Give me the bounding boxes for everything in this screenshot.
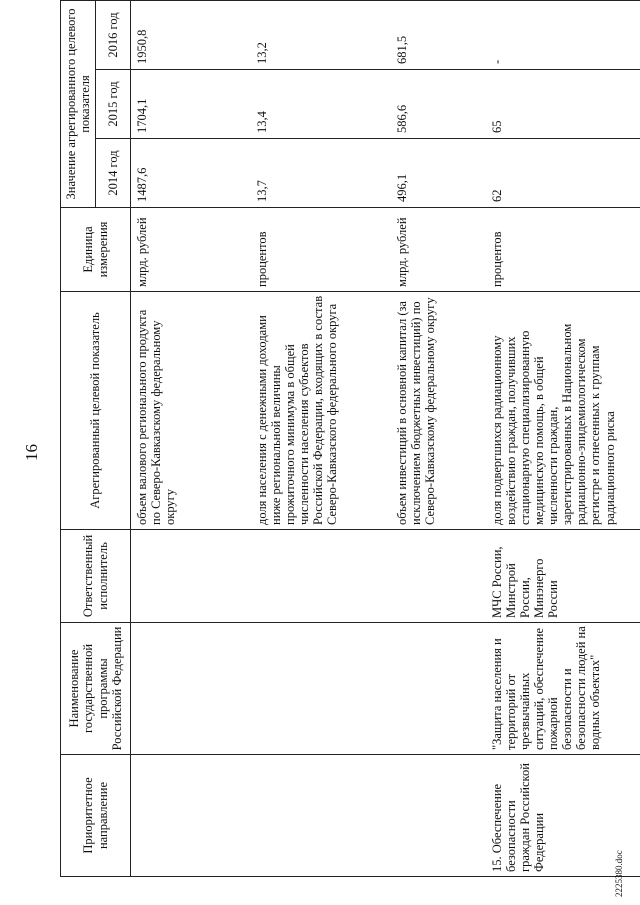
cell-indicator: объем валового регионального продукта по Северо-Кавказскому федеральному округу [131,292,251,530]
cell-program [251,623,391,755]
page-number: 16 [22,444,41,461]
cell-priority [251,755,391,877]
cell-value-2016: 681,5 [391,0,486,69]
table-row [486,0,640,876]
table-row [391,0,486,876]
indicators-table [60,0,640,877]
header-row [61,0,96,876]
header-priority: Приоритетное направление [61,755,131,877]
cell-executor: МЧС России, Минстрой России, Минэнерго России [486,530,640,623]
table-row [131,0,251,876]
cell-unit: процентов [251,208,391,292]
header-year-2015: 2015 год [96,70,131,139]
cell-executor [251,530,391,623]
cell-value-2015: 13,4 [251,70,391,139]
cell-value-2015: 586,6 [391,70,486,139]
cell-executor [391,530,486,623]
cell-value-2016: 1950,8 [131,0,251,69]
cell-unit: процентов [486,208,640,292]
cell-value-2014: 1487,6 [131,139,251,208]
cell-priority [131,755,251,877]
cell-value-2015: 65 [486,70,640,139]
cell-program: "Защита населения и территорий от чрезвычайных ситуаций, обеспечение пожарной безопасности и безопасности людей на водных объектах" [486,623,640,755]
header-program: Наименование государственной программы Российской Федерации [61,623,131,755]
cell-value-2016: 13,2 [251,0,391,69]
header-indicator: Агрегированный целевой показатель [61,292,131,530]
cell-program [131,623,251,755]
cell-value-2014: 496,1 [391,139,486,208]
cell-indicator: объем инвестиций в основной капитал (за исключением бюджетных инвестиций) по Северо-Кавказскому федеральному округу [391,292,486,530]
cell-unit: млрд. рублей [131,208,251,292]
document-id: 2225380.doc [614,850,624,897]
header-executor: Ответственный исполнитель [61,530,131,623]
header-value: Значение агрегированного целевого показателя [61,0,96,207]
cell-priority [391,755,486,877]
table-row [251,0,391,876]
header-unit: Единица измерения [61,208,131,292]
cell-value-2015: 1704,1 [131,70,251,139]
cell-indicator: доля подвергшихся радиационному воздействию граждан, получивших стационарную специализированную медицинскую помощь, в общей численности граждан, зарегистрированных в Национальном радиационно-эпидемиологическом регистре и отнесенных к группам радиационного риска [486,292,640,530]
header-year-2016: 2016 год [96,0,131,69]
cell-program [391,623,486,755]
cell-value-2014: 13,7 [251,139,391,208]
header-year-2014: 2014 год [96,139,131,208]
cell-value-2016: - [486,0,640,69]
cell-unit: млрд. рублей [391,208,486,292]
cell-executor [131,530,251,623]
cell-indicator: доля населения с денежными доходами ниже региональной величины прожиточного минимума в общей численности населения субъектов Российской Федерации, входящих в состав Северо-Кавказского федерального округа [251,292,391,530]
cell-value-2014: 62 [486,139,640,208]
cell-priority: 15. Обеспечение безопасности граждан Российской Федерации [486,755,640,877]
